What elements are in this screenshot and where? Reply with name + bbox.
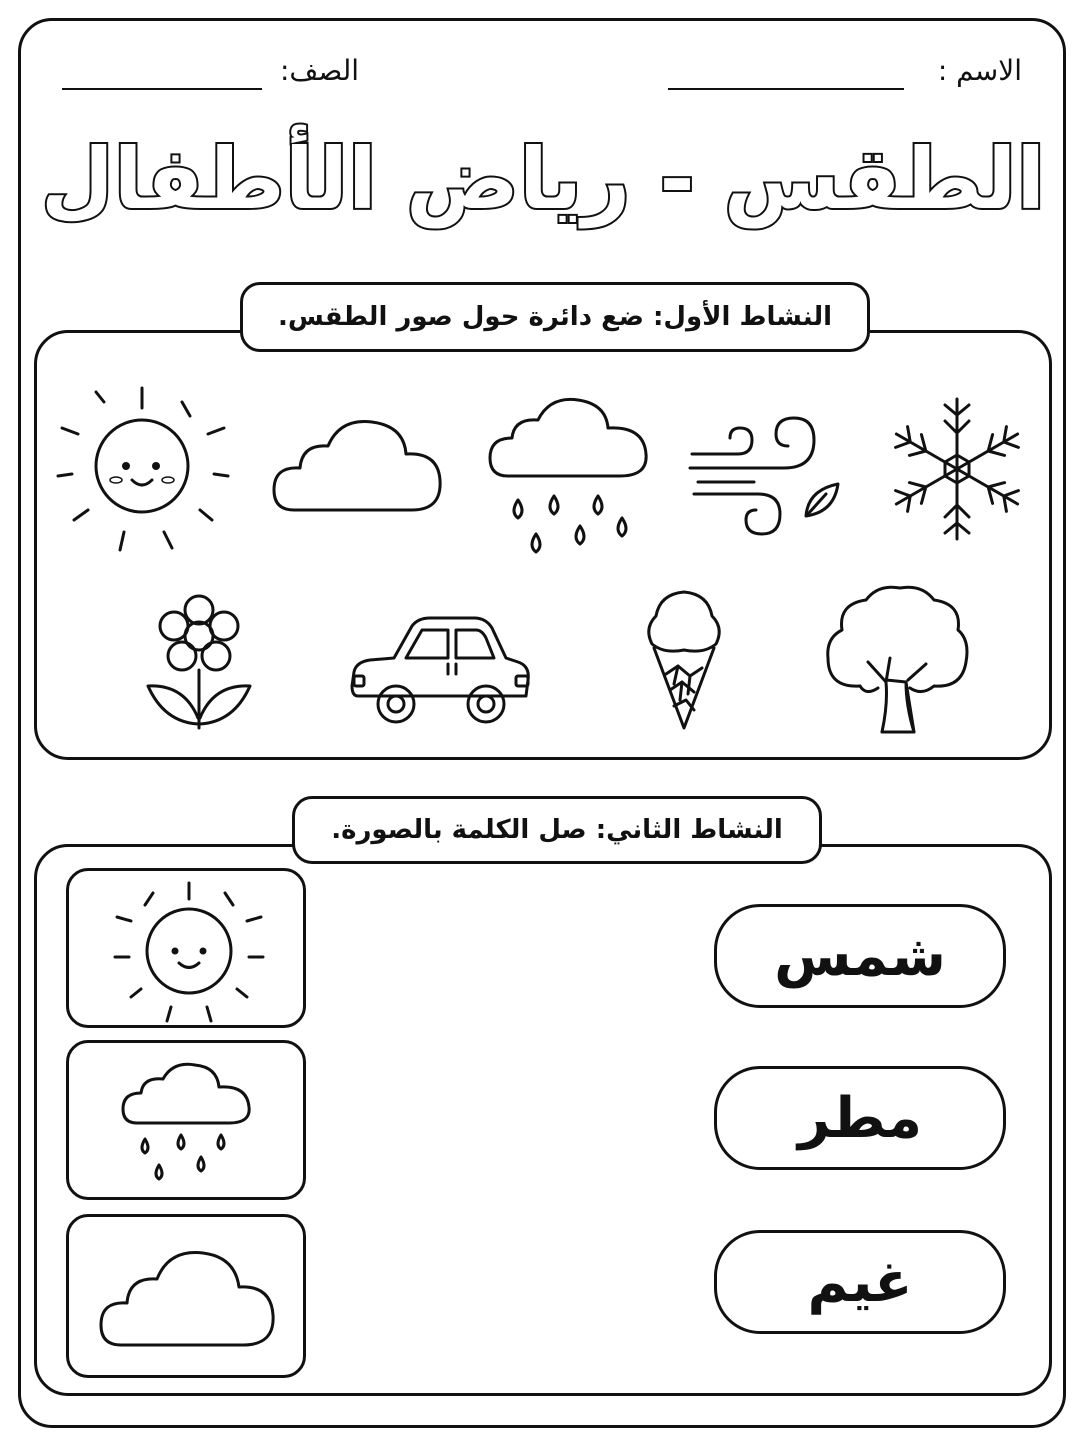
car-icon[interactable] [350,612,532,730]
rain-cloud-icon [121,1061,255,1191]
match-picture-cloud[interactable] [66,1214,306,1378]
snowflake-icon[interactable] [890,396,1024,542]
name-line[interactable] [668,88,904,90]
activity2-instruction: النشاط الثاني: صل الكلمة بالصورة. [292,796,822,864]
match-word-cloud[interactable]: غيم [714,1230,1006,1334]
tree-icon[interactable] [826,584,970,736]
match-picture-sun[interactable] [66,868,306,1028]
match-word-sun[interactable]: شمس [714,904,1006,1008]
rain-cloud-icon[interactable] [488,396,652,564]
match-word-rain[interactable]: مطر [714,1066,1006,1170]
class-line[interactable] [62,88,262,90]
name-label: الاسم : [937,54,1022,87]
sun-icon [115,879,265,1025]
activity1-instruction: النشاط الأول: ضع دائرة حول صور الطقس. [240,282,870,352]
match-picture-rain[interactable] [66,1040,306,1200]
class-label: الصف: [280,54,360,87]
sun-icon[interactable] [54,386,234,556]
ice-cream-icon[interactable] [644,588,724,732]
cloud-icon [99,1245,277,1349]
flower-icon[interactable] [144,594,254,732]
page-title: الطقس - رياض الأطفال [40,130,1046,228]
cloud-icon[interactable] [272,414,444,514]
wind-icon[interactable] [688,412,844,542]
